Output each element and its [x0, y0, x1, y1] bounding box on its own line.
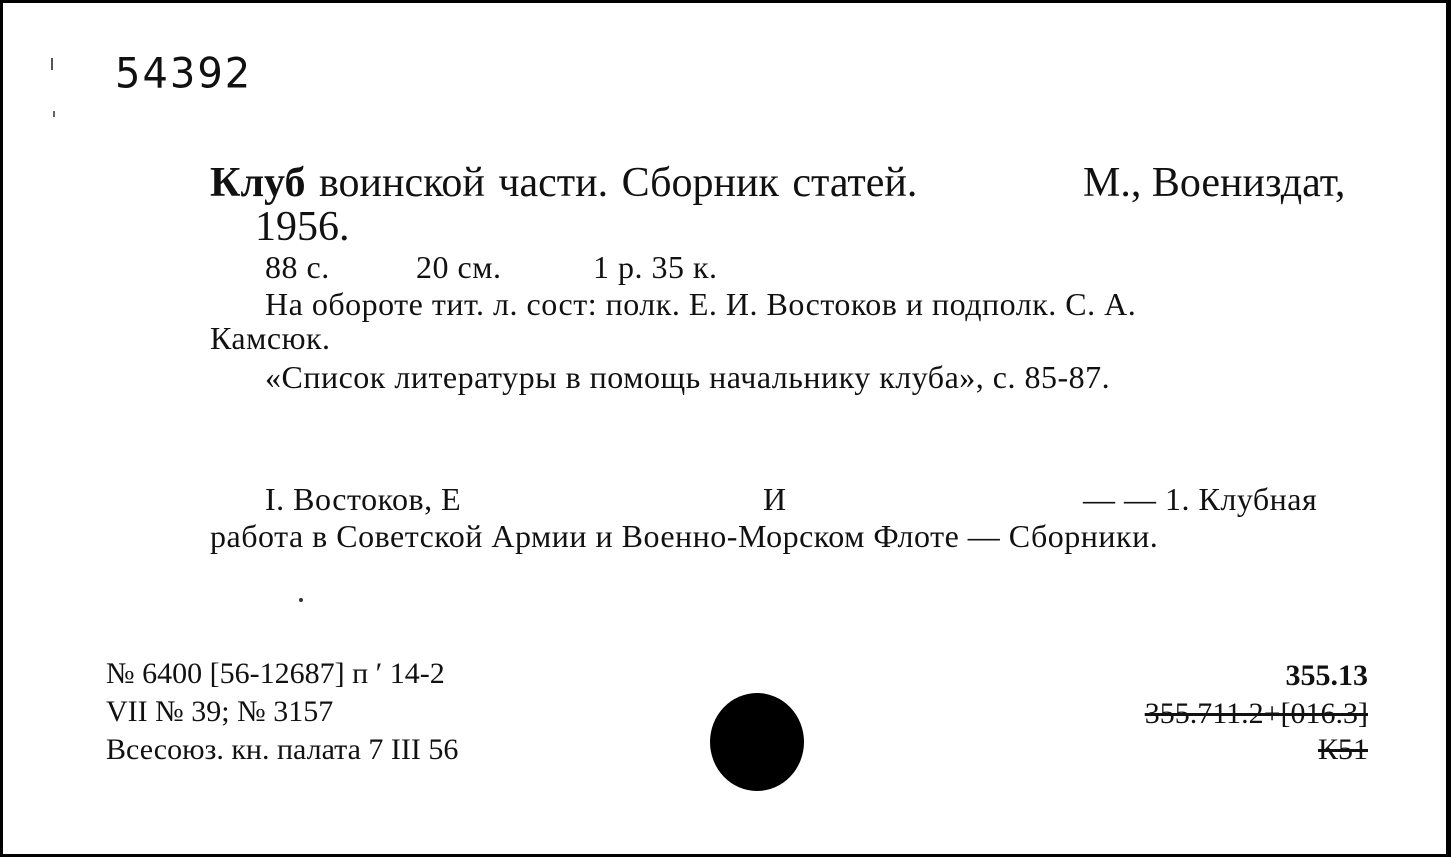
year: 1956.: [255, 204, 350, 250]
registration-number: № 6400 [56-12687] п ′ 14-2: [106, 657, 445, 690]
ink-dot: [299, 598, 303, 602]
pages: 88 с.: [265, 249, 330, 285]
registration-line: VII № 39; № 3157: [106, 695, 334, 728]
margin-mark: [51, 58, 53, 70]
handwritten-number: 54392: [115, 49, 253, 99]
note-line: На обороте тит. л. сост: полк. Е. И. Востоков и подполк. С. А.: [265, 286, 1137, 322]
chamber-line: Всесоюз. кн. палата 7 III 56: [106, 733, 459, 766]
title-line: [210, 159, 917, 207]
classification-code: 355.13: [1285, 659, 1368, 692]
punch-hole: [710, 693, 804, 791]
title-rest: воинской части. Сборник статей.: [318, 160, 918, 206]
author-mark: К51: [1317, 733, 1368, 766]
index-subject: — — 1. Клубная: [1083, 481, 1318, 517]
note-line: Камсюк.: [210, 320, 331, 356]
bibliography-note: «Список литературы в помощь начальнику клуба», с. 85-87.: [265, 359, 1111, 395]
publisher: М., Воениздат,: [1083, 160, 1346, 206]
index-subject-line2: работа в Советской Армии и Военно-Морском Флоте — Сборники.: [210, 518, 1159, 554]
crossed-classification: 355.711.2+[016.3]: [1144, 697, 1368, 730]
size: 20 см.: [416, 249, 502, 285]
title-word: Клуб: [210, 160, 306, 206]
price: 1 р. 35 к.: [593, 249, 718, 285]
index-author: I. Востоков, Е: [265, 481, 462, 517]
index-initial: И: [763, 481, 787, 517]
margin-mark: [53, 111, 55, 117]
